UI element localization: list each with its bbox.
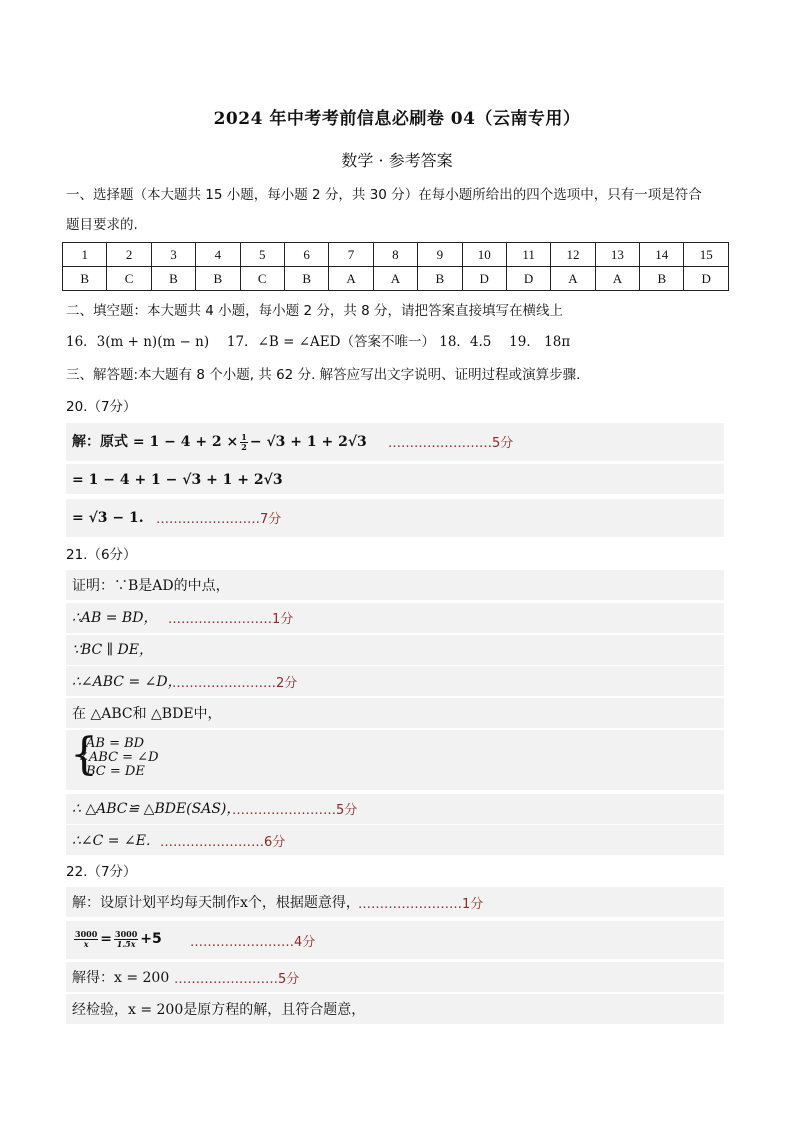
q22-line3: 解得：x = 200: [72, 970, 170, 986]
q22-line1: 解：设原计划平均每天制作x个，根据题意得，: [72, 895, 360, 911]
q20-score-2: ……………………7分: [156, 512, 282, 527]
answer-table-numbers-row: [63, 243, 729, 267]
q21-score-2: ……………………2分: [172, 676, 298, 691]
table-cell: B: [151, 267, 195, 291]
q20-line3: = √3 − 1.: [72, 510, 144, 526]
q20-score-1: ……………………5分: [388, 436, 514, 451]
table-cell: 12: [551, 243, 595, 267]
table-cell: 7: [329, 243, 373, 267]
table-cell: 6: [284, 243, 328, 267]
table-cell: 2: [107, 243, 151, 267]
q20-fraction: [240, 433, 248, 452]
fraction-denominator: 2: [241, 441, 247, 452]
q20-line2: = 1 − 4 + 1 − √3 + 1 + 2√3: [72, 472, 283, 488]
q21-line4: ∴∠ABC = ∠D，: [72, 674, 182, 690]
q21-score-4: ……………………6分: [160, 835, 286, 850]
q20-line1: [72, 432, 367, 452]
q20-label: 20.（7分）: [66, 399, 137, 415]
q21-line3: ∵BC ∥ DE，: [72, 642, 153, 658]
system-brace: {: [70, 729, 98, 780]
section1-header-line2: 题目要求的.: [66, 217, 138, 233]
q21-line2: ∴AB = BD，: [72, 610, 158, 626]
q21-line1: 证明：∵B是AD的中点，: [72, 578, 230, 594]
table-cell: A: [595, 267, 639, 291]
table-cell: B: [196, 267, 240, 291]
answer-table: [62, 242, 729, 291]
section3-header: 三、解答题:本大题有 8 个小题, 共 62 分. 解答应写出文字说明、证明过程或演算步骤.: [66, 367, 581, 383]
fraction-denominator: x: [83, 938, 89, 949]
equals-sign: =: [100, 931, 112, 947]
q21-band-3: [66, 635, 724, 665]
q22-equation: [72, 929, 162, 949]
table-cell: B: [418, 267, 462, 291]
table-cell: 14: [640, 243, 684, 267]
table-cell: 5: [240, 243, 284, 267]
system-eq-3: BC = DE: [86, 764, 145, 779]
q21-line6: ∴ △ABC≌ △BDE(SAS)，: [72, 801, 241, 817]
system-eq-1: AB = BD: [86, 736, 145, 751]
system-eq-2: ∠ABC = ∠D: [78, 750, 159, 765]
table-cell: 8: [373, 243, 417, 267]
table-cell: A: [373, 267, 417, 291]
table-cell: B: [640, 267, 684, 291]
fraction-numerator: 3000: [115, 928, 138, 939]
fraction-numerator: 3000: [75, 928, 98, 939]
q20-line1-suffix: − √3 + 1 + 2√3: [249, 434, 367, 450]
page-title: 2024 年中考考前信息必刷卷 04（云南专用）: [213, 109, 581, 129]
table-cell: B: [63, 267, 107, 291]
table-cell: A: [551, 267, 595, 291]
q21-score-1: ……………………1分: [168, 612, 294, 627]
table-cell: 1: [63, 243, 107, 267]
q21-line5: 在 △ABC和 △BDE中，: [72, 706, 222, 722]
q22-band-2: [66, 921, 724, 959]
fill-in-answers: 16．3(m + n)(m − n) 17．∠B = ∠AED（答案不唯一） 18．4.5 19． 18π: [66, 334, 571, 350]
eq-tail: +5: [140, 931, 162, 947]
section1-header-line1: 一、选择题（本大题共 15 小题，每小题 2 分，共 30 分）在每小题所给出的四个选项中，只有一项是符合: [66, 187, 702, 203]
eq-fraction-2: [114, 930, 138, 949]
q21-band-6: [66, 730, 724, 790]
table-cell: 4: [196, 243, 240, 267]
table-cell: B: [284, 267, 328, 291]
q22-score-3: ……………………5分: [174, 972, 300, 987]
q22-line4: 经检验，x = 200是原方程的解，且符合题意，: [72, 1002, 366, 1018]
q21-label: 21.（6分）: [66, 547, 137, 563]
table-cell: 3: [151, 243, 195, 267]
table-cell: D: [506, 267, 550, 291]
q21-band-2: [66, 603, 724, 633]
eq-fraction-1: [74, 930, 98, 949]
q22-label: 22.（7分）: [66, 864, 137, 880]
table-cell: 13: [595, 243, 639, 267]
section2-header: 二、填空题：本大题共 4 小题，每小题 2 分，共 8 分，请把答案直接填写在横线上: [66, 303, 564, 319]
fraction-numerator: 1: [241, 431, 247, 442]
table-cell: D: [684, 267, 729, 291]
table-cell: A: [329, 267, 373, 291]
q21-score-3: ……………………5分: [232, 803, 358, 818]
table-cell: 15: [684, 243, 729, 267]
page-subtitle: 数学 · 参考答案: [341, 151, 453, 170]
table-cell: D: [462, 267, 506, 291]
table-cell: 11: [506, 243, 550, 267]
fraction-denominator: 1.5x: [116, 938, 136, 949]
table-cell: C: [240, 267, 284, 291]
q22-score-2: ……………………4分: [190, 935, 316, 950]
answer-table-answers-row: [63, 267, 729, 291]
q20-line1-prefix: 解：原式 = 1 − 4 + 2 ×: [72, 434, 239, 450]
table-cell: C: [107, 267, 151, 291]
table-cell: 9: [418, 243, 462, 267]
table-cell: 10: [462, 243, 506, 267]
q21-line7: ∴∠C = ∠E．: [72, 833, 160, 849]
q22-score-1: ……………………1分: [358, 897, 484, 912]
